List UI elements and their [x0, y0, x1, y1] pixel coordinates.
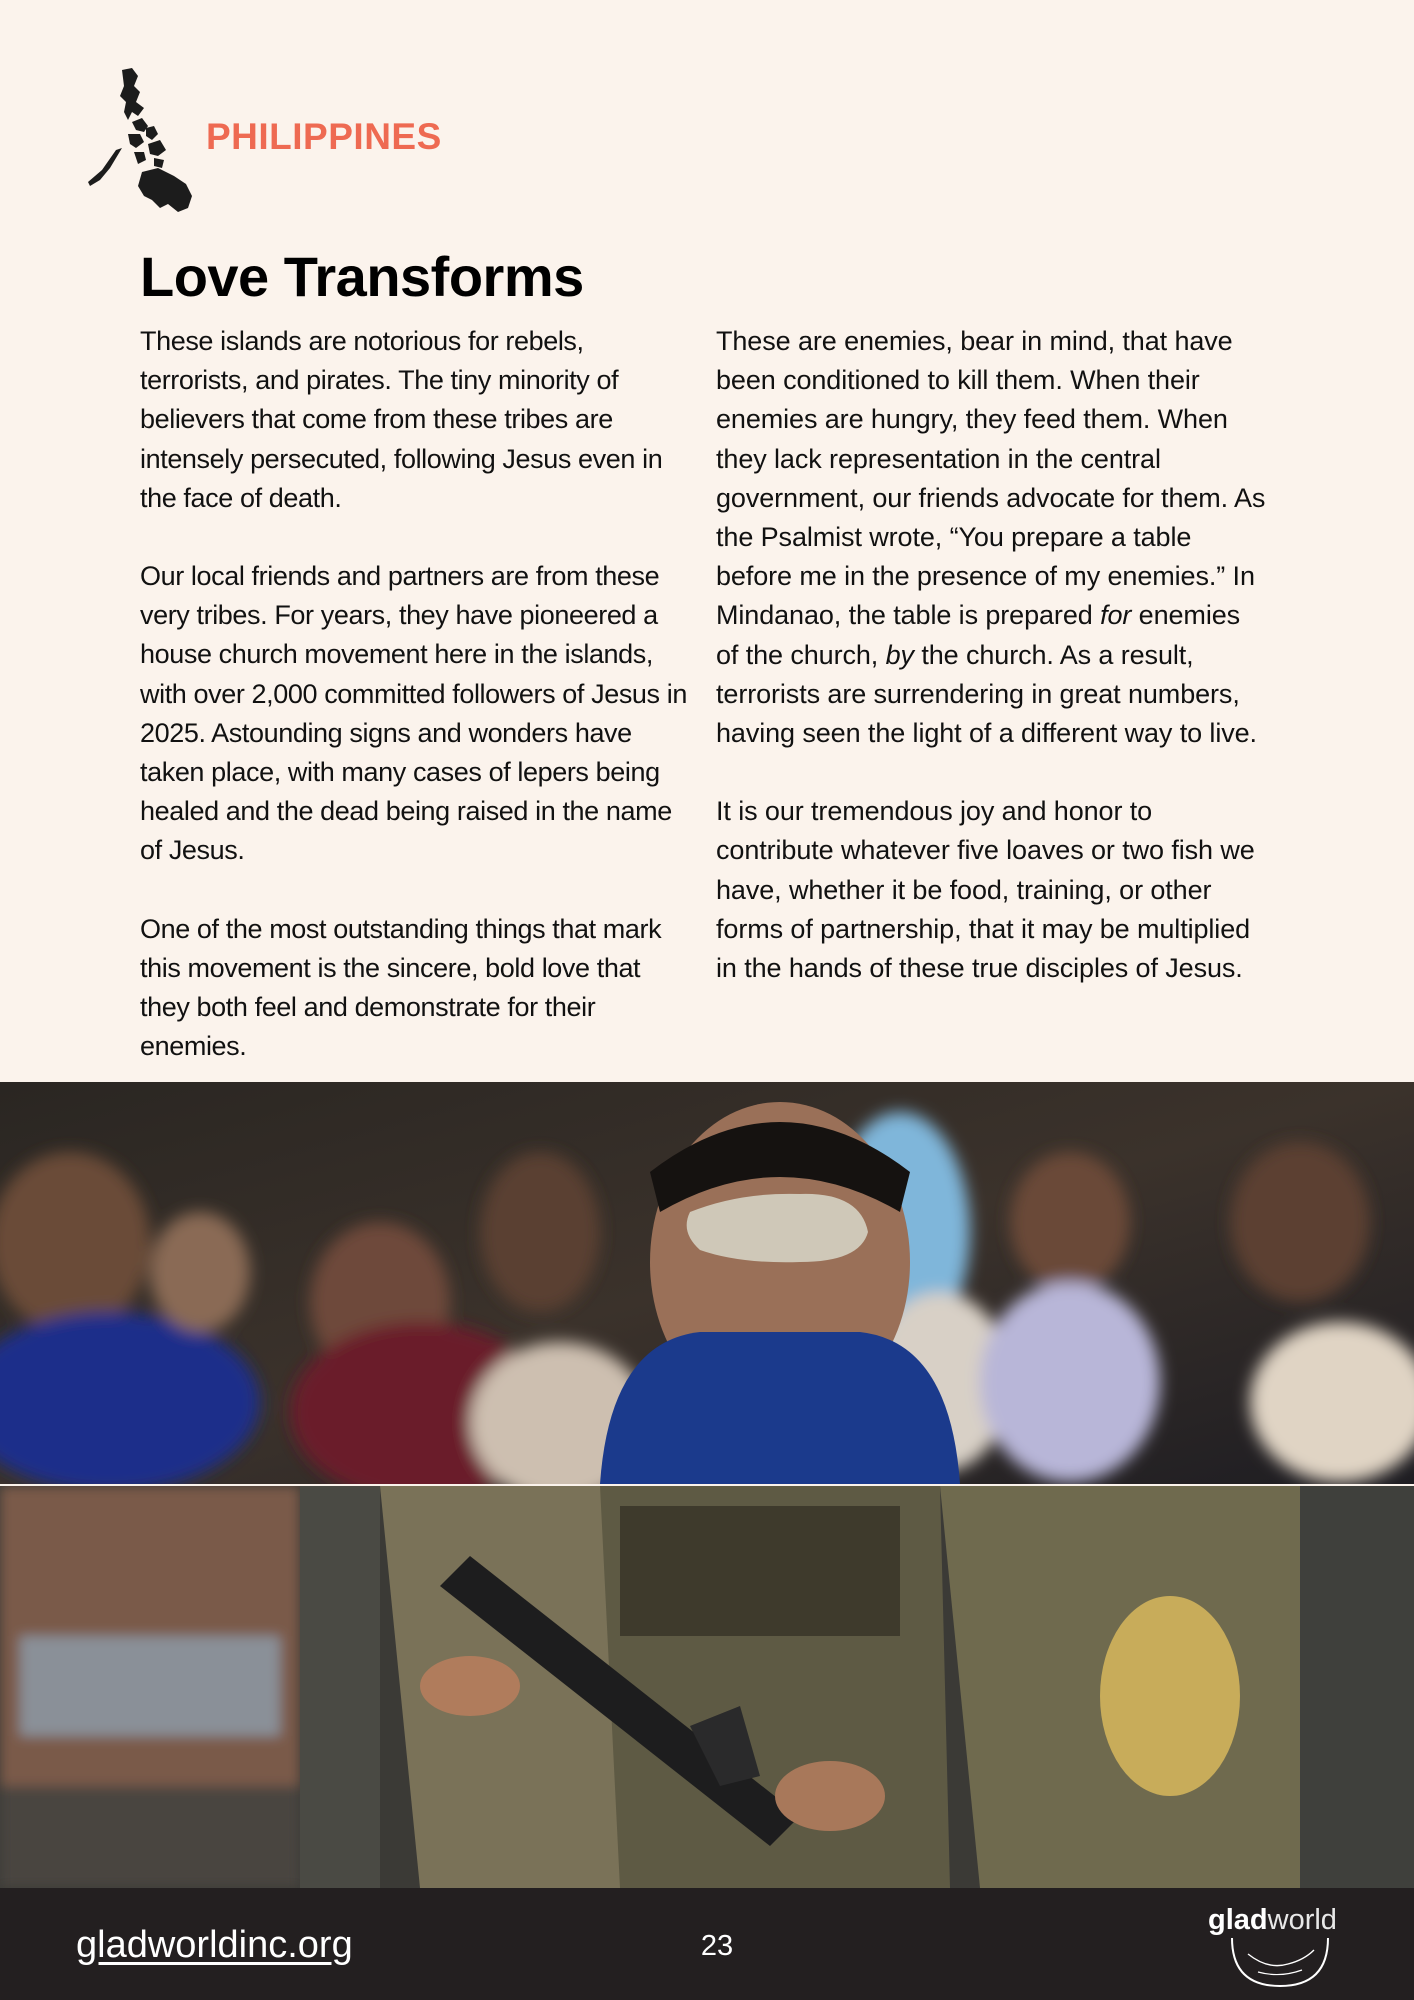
text-run: enemies of the church,: [716, 600, 1241, 670]
photo-children: [0, 1082, 1414, 1484]
emphasis: for: [1100, 600, 1132, 631]
left-column: [140, 322, 690, 1066]
paragraph: These islands are notorious for rebels, terrorists, and pirates. The tiny minority of believers that come from these tribes are intensely persecuted, following Jesus even in the face of death.: [140, 326, 663, 513]
brand-bold: glad: [1208, 1904, 1268, 1936]
brand-logo: [1208, 1904, 1348, 1990]
globe-logo-icon: [1228, 1934, 1332, 1990]
page-number: 23: [700, 1930, 734, 1962]
paragraph: One of the most outstanding things that mark this movement is the sincere, bold love that they both feel and demonstrate for their enemies.: [140, 913, 662, 1062]
text-run: These are enemies, bear in mind, that have been conditioned to kill them. When their enemies are hungry, they feed them. When they lack representation in the central government, our friends advocate for them. As the Psalmist wrote, “You prepare a table before me in the presence of my enemies.” In Mindanao, the table is prepared: [716, 326, 1266, 631]
paragraph: Our local friends and partners are from these very tribes. For years, they have pioneered a house church movement here in the islands, with over 2,000 committed followers of Jesus in 2025. Astounding signs and wonders have taken place, with many cases of lepers being healed and the dead being raised in the name of Jesus.: [140, 561, 687, 866]
brand-light: world: [1267, 1904, 1337, 1936]
page-title: Love Transforms: [140, 245, 584, 308]
philippines-map-icon: [88, 68, 194, 213]
paragraph: It is our tremendous joy and honor to contribute whatever five loaves or two fish we have, whether it be food, training, or other forms of partnership, that it may be multiplied in the hands of these true disciples of Jesus.: [716, 796, 1255, 984]
right-column: [716, 322, 1266, 988]
text-run: the church. As a result, terrorists are surrendering in great numbers, having seen the light of a different way to live.: [716, 639, 1257, 749]
brand-wordmark: [1208, 1904, 1337, 1937]
emphasis: by: [885, 639, 914, 670]
footer: [0, 1888, 1414, 2000]
country-header: [88, 68, 488, 213]
photo-soldiers: [0, 1486, 1414, 1888]
paragraph: [716, 322, 1266, 753]
country-label: PHILIPPINES: [206, 116, 442, 157]
website-link[interactable]: gladworldinc.org: [76, 1924, 353, 1966]
